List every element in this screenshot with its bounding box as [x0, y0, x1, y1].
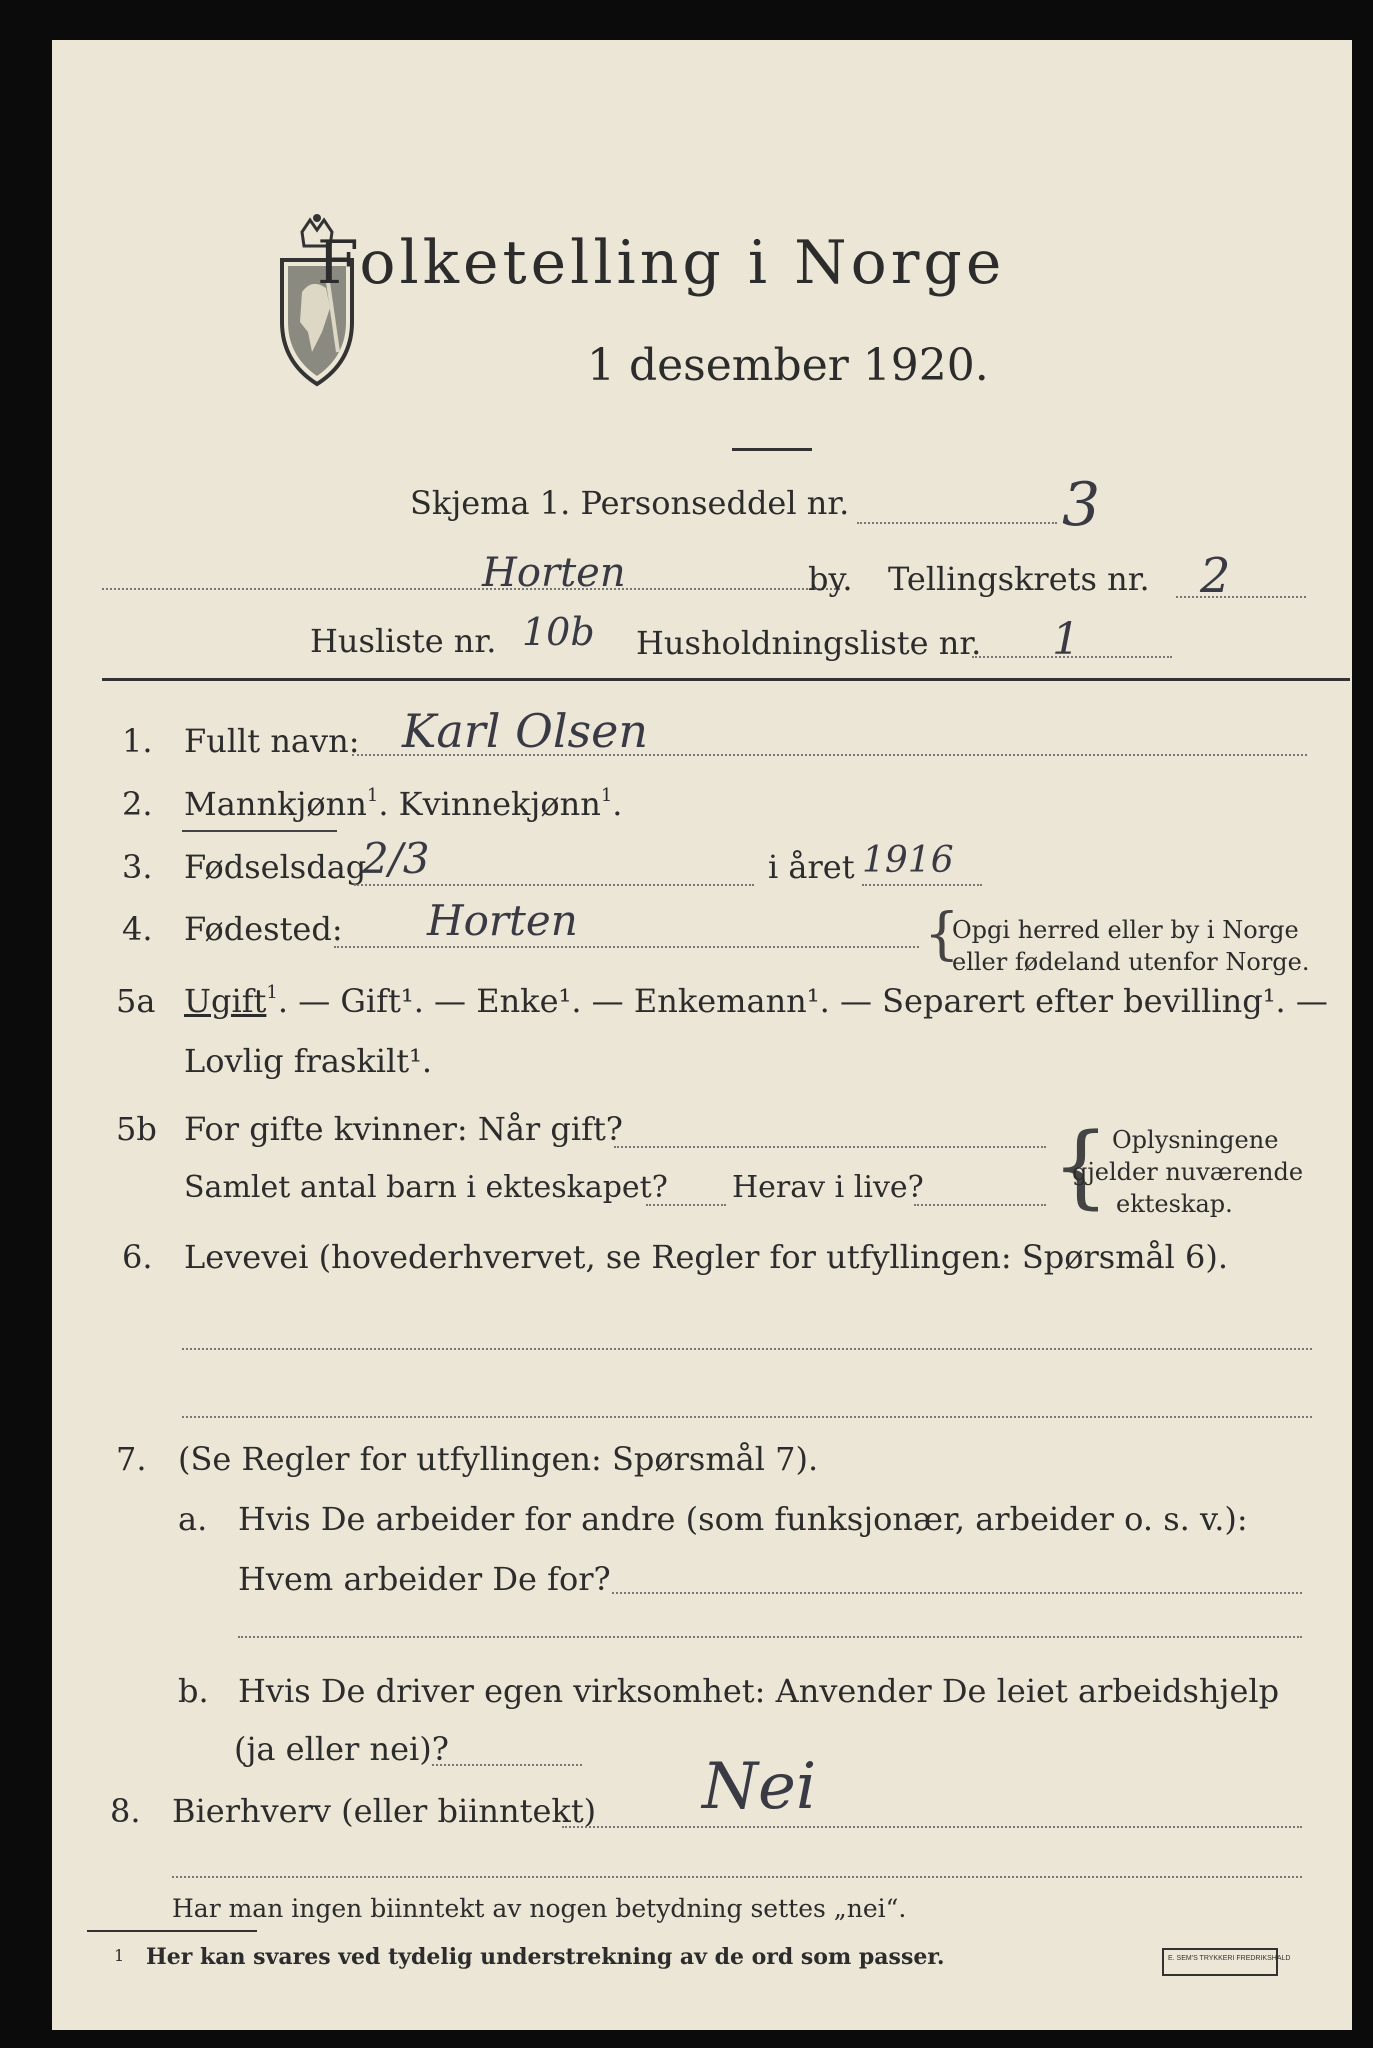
- q8-number: 8.: [110, 1792, 141, 1830]
- q6-dots-2: [182, 1416, 1312, 1418]
- q3-day-dots: [354, 884, 754, 886]
- husliste-value: 10b: [522, 610, 595, 654]
- q3-label: Fødselsdag: [184, 848, 367, 886]
- q7a-line2: Hvem arbeider De for?: [238, 1560, 611, 1598]
- q2-mannkjonn: Mannkjønn: [184, 785, 367, 823]
- q4-value: Horten: [427, 896, 578, 945]
- form-title: Folketelling i Norge: [317, 228, 1006, 298]
- q7a-line1: Hvis De arbeider for andre (som funksjonær, arbeider o. s. v.):: [238, 1500, 1248, 1538]
- q5b-note-brace: {: [1052, 1114, 1110, 1219]
- q5b-note-line1: Oplysningene: [1112, 1126, 1279, 1154]
- skjema-label: Skjema 1. Personseddel nr.: [410, 484, 850, 522]
- q7b-dots: [432, 1764, 582, 1766]
- q5b-line1: For gifte kvinner: Når gift?: [184, 1110, 623, 1148]
- by-value: Horten: [482, 550, 626, 596]
- census-form: [52, 40, 1352, 2030]
- q3-year-dots: [862, 884, 982, 886]
- q4-note-brace: {: [924, 902, 960, 967]
- q5b-live-dots: [914, 1204, 1046, 1206]
- tellingskrets-value: 2: [1200, 548, 1231, 604]
- footnote-mark: 1: [114, 1946, 125, 1965]
- by-dots: [102, 588, 840, 590]
- footnote-rule: [87, 1930, 257, 1932]
- q5b-barn-dots: [646, 1204, 726, 1206]
- tellingskrets-label: Tellingskrets nr.: [888, 560, 1150, 598]
- personseddel-value: 3: [1062, 470, 1101, 540]
- q7a-letter: a.: [178, 1500, 208, 1538]
- q1-value: Karl Olsen: [402, 704, 648, 758]
- q2-options: Mannkjønn$^1$. Kvinnekjønn$^1$.: [184, 785, 623, 823]
- tellingskrets-dots: [1176, 596, 1306, 598]
- title-divider: [732, 448, 812, 451]
- q4-note-line2: eller fødeland utenfor Norge.: [952, 948, 1310, 976]
- q4-number: 4.: [122, 910, 153, 948]
- q5b-note-line3: ekteskap.: [1116, 1190, 1233, 1218]
- q5a-line2: Lovlig fraskilt¹.: [184, 1042, 433, 1080]
- q8-note: Har man ingen biinntekt av nogen betydning settes „nei“.: [172, 1894, 907, 1923]
- q5a-ugift: Ugift: [184, 982, 267, 1020]
- q3-day-value: 2/3: [362, 834, 430, 883]
- form-date: 1 desember 1920.: [587, 340, 989, 391]
- q5a-line1: Ugift$^1$. — Gift¹. — Enke¹. — Enkemann¹. — Separert efter bevilling¹. —: [184, 982, 1328, 1020]
- by-label: by.: [808, 560, 853, 598]
- q8-label: Bierhverv (eller biinntekt): [172, 1792, 597, 1830]
- q5b-barn-label: Samlet antal barn i ekteskapet?: [184, 1170, 668, 1205]
- q5a-line1-rest: . — Gift¹. — Enke¹. — Enkemann¹. — Separert efter bevilling¹. —: [277, 982, 1328, 1020]
- q1-label: Fullt navn:: [184, 722, 360, 760]
- q5b-note-line2: gjelder nuværende: [1072, 1158, 1304, 1186]
- q1-number: 1.: [122, 722, 153, 760]
- q7b-letter: b.: [178, 1672, 209, 1710]
- header-separator: [102, 678, 1350, 681]
- footnote-text: Her kan svares ved tydelig understrekning av de ord som passer.: [146, 1944, 945, 1970]
- q5b-gift-dots: [614, 1146, 1046, 1148]
- q7a-dots-1: [612, 1592, 1302, 1594]
- q3-year-label: i året: [768, 848, 855, 886]
- q5b-live-label: Herav i live?: [732, 1170, 924, 1205]
- personseddel-dots: [857, 522, 1057, 524]
- q8-value: Nei: [702, 1750, 817, 1824]
- husholdningsliste-label: Husholdningsliste nr.: [636, 624, 982, 662]
- q7-label: (Se Regler for utfyllingen: Spørsmål 7).: [178, 1440, 819, 1478]
- q7b-line1: Hvis De driver egen virksomhet: Anvender De leiet arbeidshjelp: [238, 1672, 1280, 1710]
- q8-dots-2: [172, 1876, 1302, 1878]
- q7-number: 7.: [116, 1440, 147, 1478]
- q3-number: 3.: [122, 848, 153, 886]
- q6-label: Levevei (hovederhvervet, se Regler for utfyllingen: Spørsmål 6).: [184, 1238, 1229, 1276]
- q7a-dots-2: [238, 1636, 1302, 1638]
- q2-underline: [182, 830, 337, 832]
- q6-dots-1: [182, 1348, 1312, 1350]
- q2-kvinnekjonn: Kvinnekjønn: [398, 785, 601, 823]
- printer-stamp-text: E. SEM'S TRYKKERI FREDRIKSHALD: [1168, 1955, 1291, 1962]
- q4-dots: [334, 946, 919, 948]
- q6-number: 6.: [122, 1238, 153, 1276]
- husholdningsliste-value: 1: [1052, 614, 1080, 665]
- printer-stamp: [1162, 1948, 1291, 1976]
- q5a-number: 5a: [116, 982, 156, 1020]
- q5b-number: 5b: [116, 1110, 157, 1148]
- q3-year-value: 1916: [862, 840, 954, 881]
- q2-number: 2.: [122, 785, 153, 823]
- q4-label: Fødested:: [184, 910, 343, 948]
- q8-dots-1: [562, 1826, 1302, 1828]
- husliste-label: Husliste nr.: [310, 622, 497, 660]
- q4-note-line1: Opgi herred eller by i Norge: [952, 916, 1299, 944]
- q7b-line2: (ja eller nei)?: [234, 1730, 449, 1768]
